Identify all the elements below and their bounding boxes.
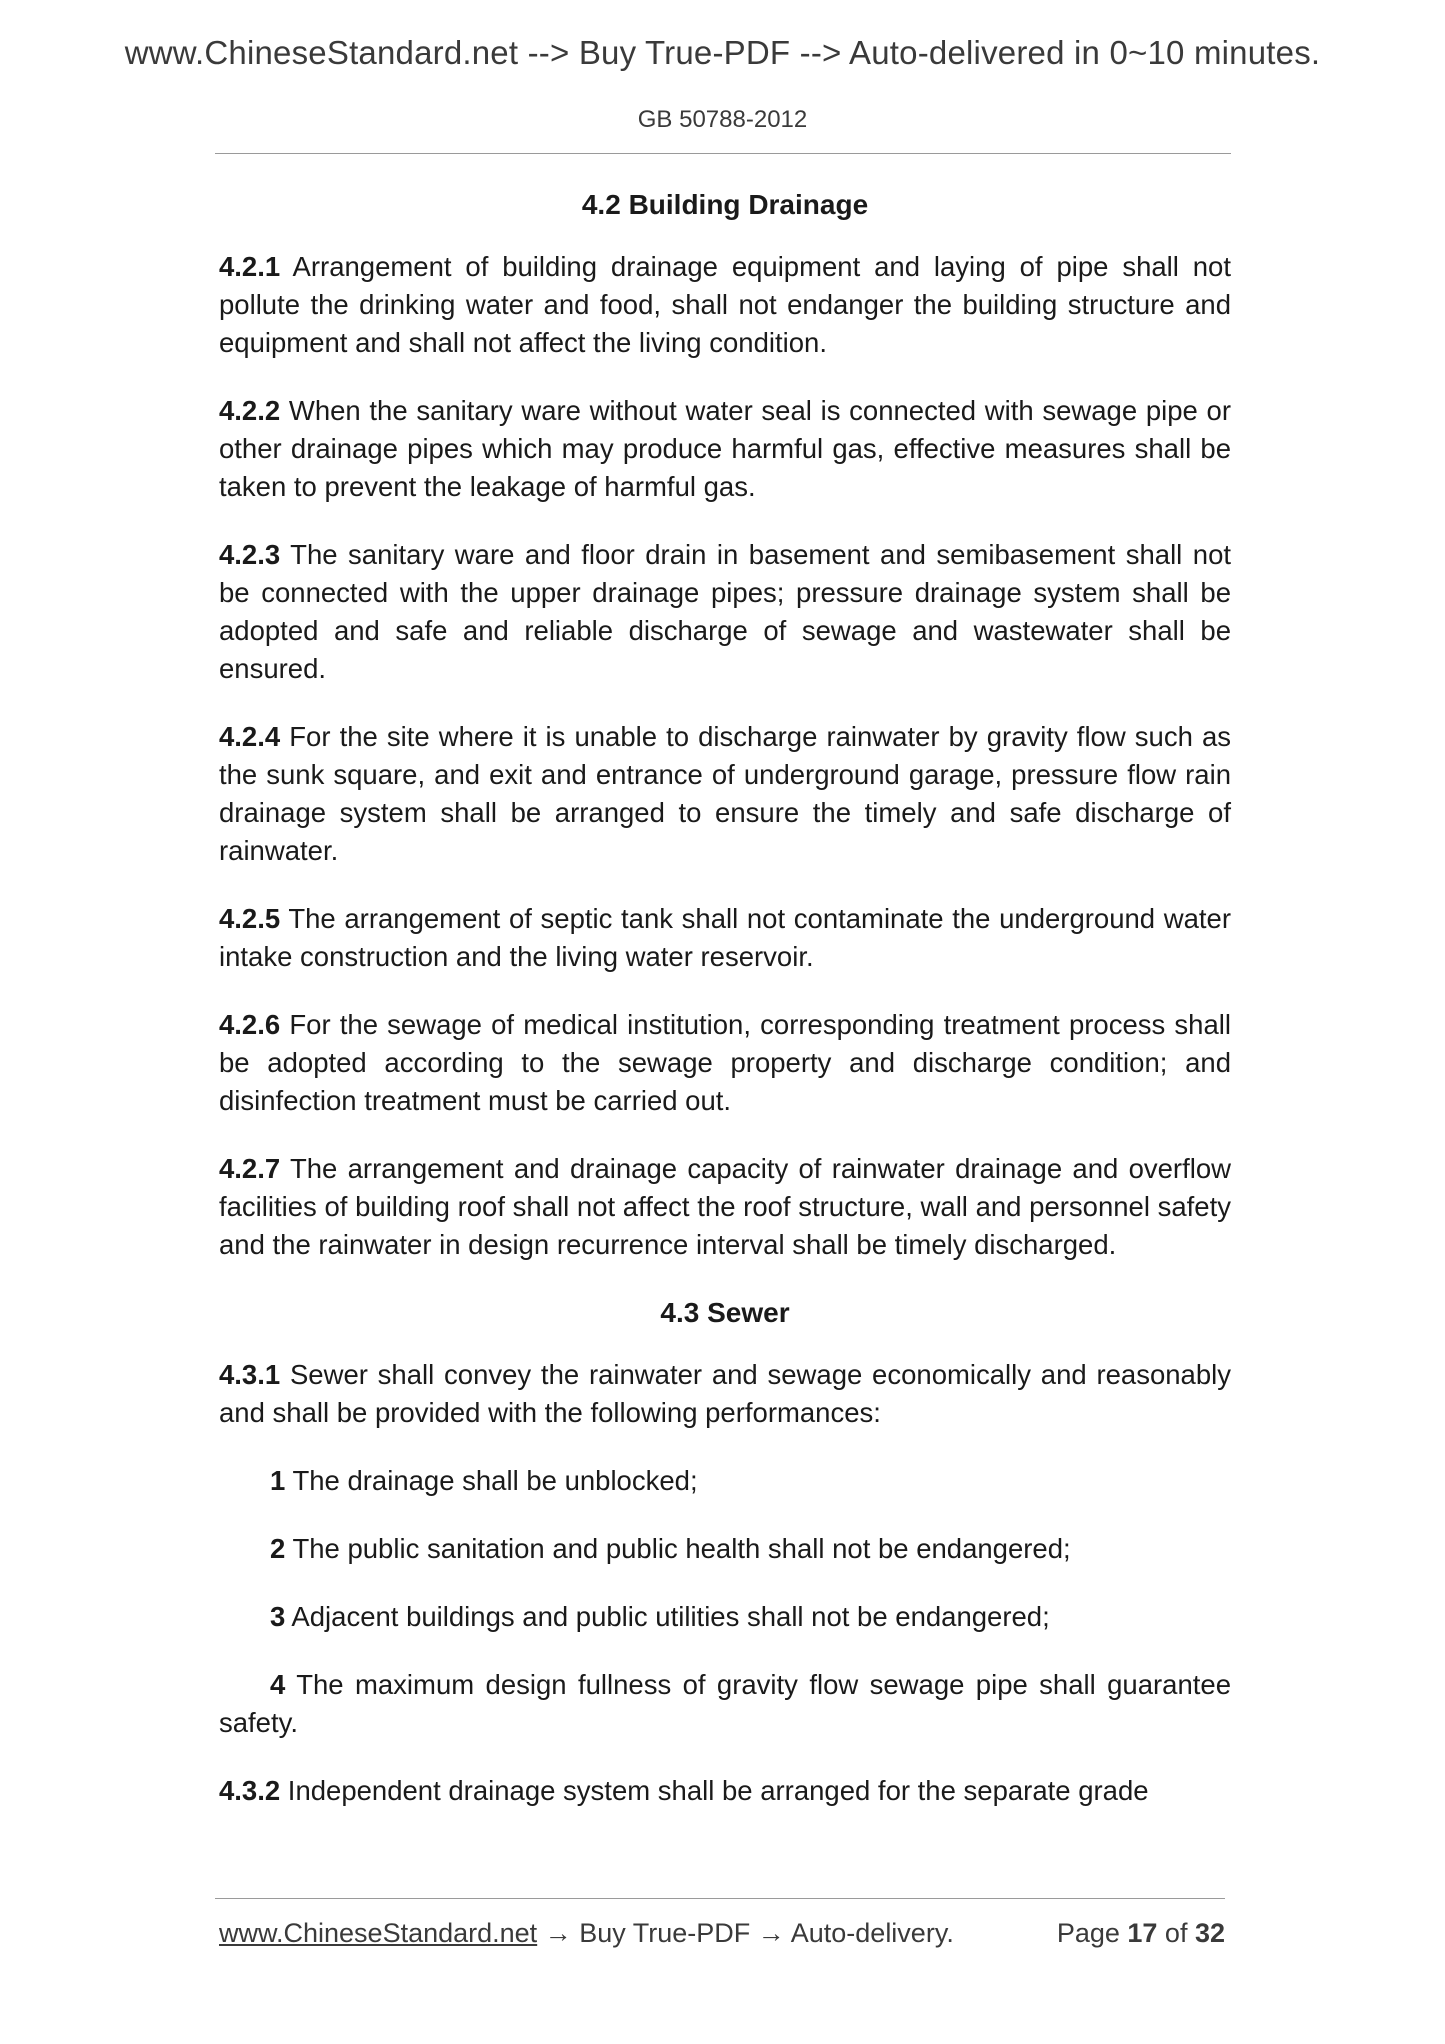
clause-4-3-2 <box>219 1772 1231 1810</box>
clause-text: For the sewage of medical institution, corresponding treatment process shall be adopted according to the sewage property and discharge condition; and disinfection treatment must be carried out. <box>219 1009 1231 1116</box>
clause-text: The sanitary ware and floor drain in basement and semibasement shall not be connected with the upper drainage pipes; pressure drainage system shall be adopted and safe and reliable discharge of sewage and wastewater shall be ensured. <box>219 539 1231 684</box>
item-number: 2 <box>270 1533 286 1564</box>
footer-promo <box>219 1918 954 1949</box>
clause-number: 4.2.6 <box>219 1009 281 1040</box>
section-title-4-2: 4.2 Building Drainage <box>581 189 869 220</box>
page-body <box>219 180 1231 1840</box>
document-id: GB 50788-2012 <box>637 106 808 133</box>
footer-divider <box>215 1898 1225 1899</box>
header-divider <box>215 153 1231 154</box>
item-number: 4 <box>270 1669 286 1700</box>
clause-text: The arrangement and drainage capacity of rainwater drainage and overflow facilities of building roof shall not affect the roof structure, wall and personnel safety and the rainwater in design recurrence interval shall be timely discharged. <box>219 1153 1231 1260</box>
page-number <box>1057 1918 1225 1949</box>
clause-number: 4.2.3 <box>219 539 281 570</box>
clause-text: The arrangement of septic tank shall not contaminate the underground water intake construction and the living water reservoir. <box>219 903 1231 972</box>
of-label: of <box>1157 1918 1195 1948</box>
list-item <box>219 1666 1231 1742</box>
clause-number: 4.2.1 <box>219 251 281 282</box>
clause-number: 4.2.7 <box>219 1153 281 1184</box>
item-text: The maximum design fullness of gravity flow sewage pipe shall guarantee safety. <box>219 1669 1231 1738</box>
clause-4-3-1 <box>219 1356 1231 1432</box>
item-number: 1 <box>270 1465 286 1496</box>
clause-4-2-2 <box>219 392 1231 506</box>
list-item <box>219 1598 1231 1636</box>
clause-4-2-5 <box>219 900 1231 976</box>
clause-4-2-3 <box>219 536 1231 688</box>
page-footer <box>219 1918 1225 1958</box>
item-text: The drainage shall be unblocked; <box>285 1465 698 1496</box>
clause-number: 4.2.5 <box>219 903 281 934</box>
item-text: Adjacent buildings and public utilities shall not be endangered; <box>285 1601 1050 1632</box>
top-banner: www.ChineseStandard.net --> Buy True-PDF --> Auto-delivered in 0~10 minutes. <box>124 34 1321 71</box>
list-item <box>219 1530 1231 1568</box>
clause-number: 4.2.4 <box>219 721 281 752</box>
total-pages: 32 <box>1194 1918 1225 1948</box>
clause-4-2-4 <box>219 718 1231 870</box>
clause-4-2-1 <box>219 248 1231 362</box>
footer-promo-text: → Buy True-PDF → Auto-delivery. <box>537 1918 954 1948</box>
clause-text: Arrangement of building drainage equipment and laying of pipe shall not pollute the drinking water and food, shall not endanger the building structure and equipment and shall not affect the living condition. <box>219 251 1231 358</box>
clause-text: Sewer shall convey the rainwater and sewage economically and reasonably and shall be provided with the following performances: <box>219 1359 1231 1428</box>
section-title-4-3: 4.3 Sewer <box>660 1297 790 1328</box>
page-label: Page <box>1056 1918 1128 1948</box>
clause-4-2-6 <box>219 1006 1231 1120</box>
clause-text: For the site where it is unable to discharge rainwater by gravity flow such as the sunk square, and exit and entrance of underground garage, pressure flow rain drainage system shall be arranged to ensure the timely and safe discharge of rainwater. <box>219 721 1231 866</box>
clause-number: 4.3.1 <box>219 1359 281 1390</box>
clause-number: 4.3.2 <box>219 1775 281 1806</box>
clause-4-2-7 <box>219 1150 1231 1264</box>
item-text: The public sanitation and public health shall not be endangered; <box>285 1533 1071 1564</box>
clause-text: Independent drainage system shall be arranged for the separate grade <box>280 1775 1149 1806</box>
footer-site-link[interactable]: www.ChineseStandard.net <box>219 1918 538 1948</box>
list-item <box>219 1462 1231 1500</box>
clause-number: 4.2.2 <box>219 395 281 426</box>
current-page: 17 <box>1127 1918 1158 1948</box>
clause-text: When the sanitary ware without water seal is connected with sewage pipe or other drainage pipes which may produce harmful gas, effective measures shall be taken to prevent the leakage of harmful gas. <box>219 395 1231 502</box>
item-number: 3 <box>270 1601 286 1632</box>
